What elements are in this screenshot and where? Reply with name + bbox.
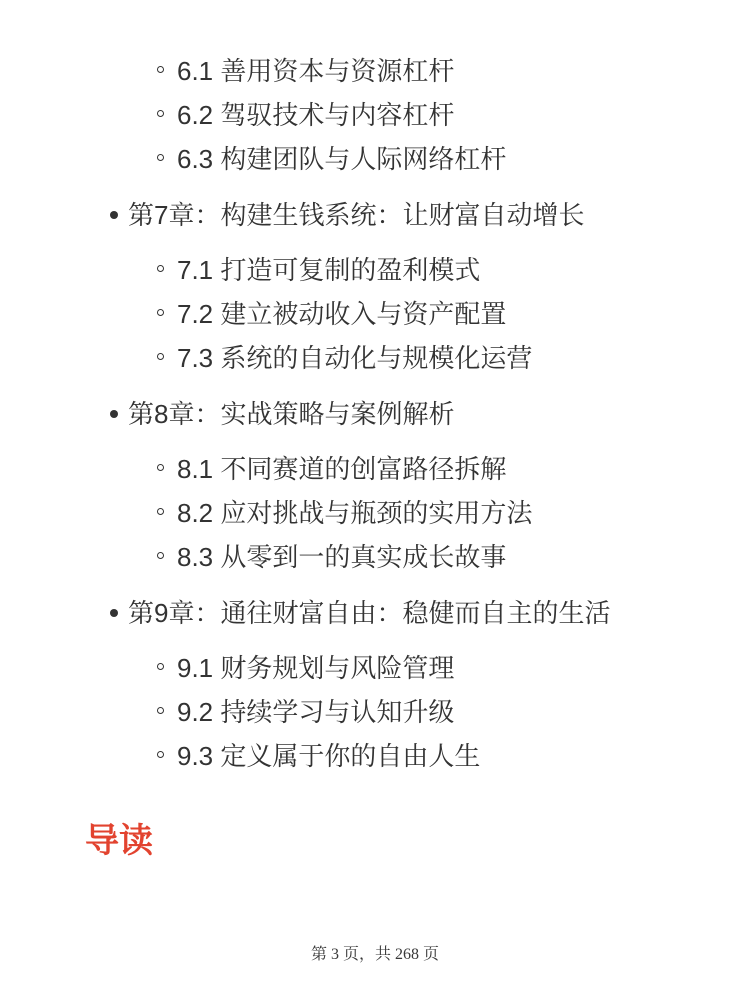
toc-subitem: [177, 540, 750, 574]
chapter8-group: [0, 397, 750, 574]
toc-chapter: [128, 198, 750, 232]
toc-subitem-label: 6.2 驾驭技术与内容杠杆: [177, 100, 455, 130]
toc-chapter: [128, 596, 750, 630]
circle-bullet-icon: [157, 552, 164, 559]
disc-bullet-icon: [110, 211, 118, 219]
toc-chapter: [128, 397, 750, 431]
circle-bullet-icon: [157, 110, 164, 117]
circle-bullet-icon: [157, 353, 164, 360]
circle-bullet-icon: [157, 663, 164, 670]
circle-bullet-icon: [157, 464, 164, 471]
page-footer: [0, 946, 750, 964]
toc-chapter-label: 第8章：实战策略与案例解析: [128, 399, 455, 429]
toc-subitem: [177, 341, 750, 375]
toc-subitem: [177, 496, 750, 530]
toc-chapter-label: 第9章：通往财富自由：稳健而自主的生活: [128, 598, 611, 628]
toc-subitem-label: 6.1 善用资本与资源杠杆: [177, 56, 455, 86]
toc-subitem: [177, 98, 750, 132]
circle-bullet-icon: [157, 707, 164, 714]
toc-subitem: [177, 253, 750, 287]
toc-subitem-label: 9.1 财务规划与风险管理: [177, 653, 455, 683]
toc-subitem: [177, 452, 750, 486]
circle-bullet-icon: [157, 508, 164, 515]
chapter9-subitem-list: [0, 651, 750, 773]
toc-subitem-label: 8.2 应对挑战与瓶颈的实用方法: [177, 498, 533, 528]
toc-subitem: [177, 695, 750, 729]
section-heading: 导读: [85, 822, 153, 860]
circle-bullet-icon: [157, 66, 164, 73]
toc-subitem-label: 9.2 持续学习与认知升级: [177, 697, 455, 727]
chapter6-subitem-list: [0, 54, 750, 176]
toc-subitem-label: 7.3 系统的自动化与规模化运营: [177, 343, 533, 373]
chapter9-group: [0, 596, 750, 773]
toc-subitem: [177, 142, 750, 176]
toc-subitem: [177, 739, 750, 773]
toc-subitem: [177, 297, 750, 331]
circle-bullet-icon: [157, 154, 164, 161]
toc-subitem-label: 8.1 不同赛道的创富路径拆解: [177, 454, 507, 484]
circle-bullet-icon: [157, 751, 164, 758]
disc-bullet-icon: [110, 609, 118, 617]
toc-subitem-label: 9.3 定义属于你的自由人生: [177, 741, 481, 771]
toc-subitem-label: 6.3 构建团队与人际网络杠杆: [177, 144, 507, 174]
toc-subitem-label: 7.2 建立被动收入与资产配置: [177, 299, 507, 329]
circle-bullet-icon: [157, 265, 164, 272]
page-number-label: 第 3 页，共 268 页: [310, 946, 439, 963]
chapter8-subitem-list: [0, 452, 750, 574]
chapter7-group: [0, 198, 750, 375]
chapter7-subitem-list: [0, 253, 750, 375]
toc-subitem-label: 8.3 从零到一的真实成长故事: [177, 542, 507, 572]
toc-subitem: [177, 651, 750, 685]
circle-bullet-icon: [157, 309, 164, 316]
toc-chapter-label: 第7章：构建生钱系统：让财富自动增长: [128, 200, 585, 230]
disc-bullet-icon: [110, 410, 118, 418]
toc-subitem: [177, 54, 750, 88]
toc-subitem-label: 7.1 打造可复制的盈利模式: [177, 255, 481, 285]
